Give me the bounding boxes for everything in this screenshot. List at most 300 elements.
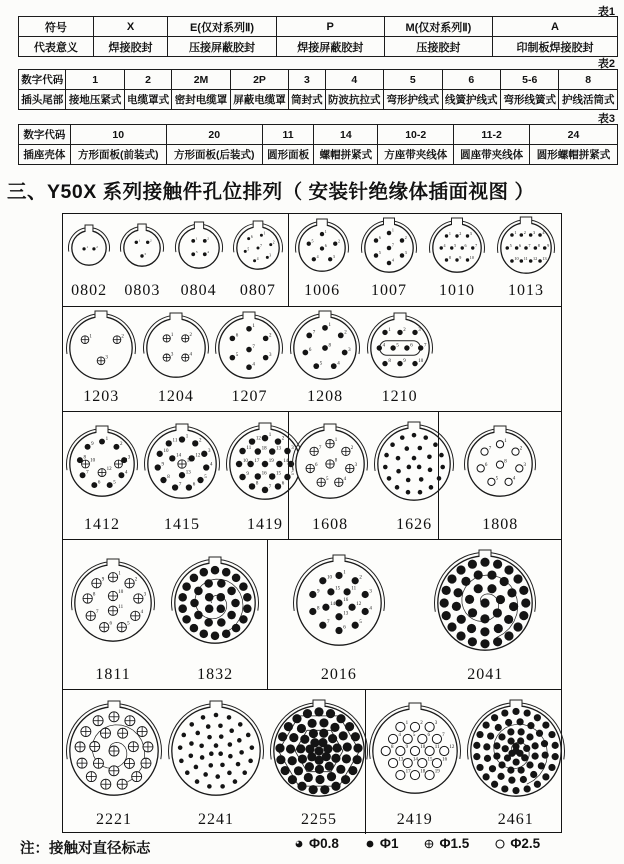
connector-label: 1013 <box>507 282 544 299</box>
svg-text:7: 7 <box>252 344 256 350</box>
svg-text:7: 7 <box>475 243 478 248</box>
table-cell: 1 <box>66 70 124 90</box>
svg-text:11: 11 <box>246 446 252 452</box>
svg-text:3: 3 <box>404 250 407 256</box>
connector-label: 2041 <box>467 666 504 683</box>
svg-text:16: 16 <box>343 597 349 603</box>
connector-face-wrap <box>287 307 363 386</box>
connector-face-icon <box>431 547 539 657</box>
connector-face-wrap <box>267 690 371 809</box>
connector-label: 1007 <box>371 282 408 299</box>
svg-text:2: 2 <box>350 445 354 451</box>
table-cell: 弯形线簧式 <box>500 90 558 110</box>
connector-face-wrap <box>426 214 488 280</box>
svg-text:1: 1 <box>343 570 346 576</box>
table-cell: 3 <box>289 70 325 90</box>
table-cell: 压接屏蔽胶封 <box>168 37 276 57</box>
svg-text:12: 12 <box>356 602 362 608</box>
connector-0804 <box>172 214 226 302</box>
svg-text:19: 19 <box>268 459 274 465</box>
table-cell: 螺帽拼紧式 <box>314 145 378 165</box>
svg-text:7: 7 <box>528 242 531 248</box>
table-cell: 10-2 <box>378 125 454 145</box>
svg-text:3: 3 <box>332 254 335 259</box>
connector-face-wrap <box>141 412 223 514</box>
connector-label: 1832 <box>197 666 234 683</box>
connector-face-wrap <box>165 690 267 809</box>
diagram-box <box>62 213 562 833</box>
svg-text:5: 5 <box>311 238 314 244</box>
svg-text:4: 4 <box>189 351 192 357</box>
connector-label: 1415 <box>164 516 200 533</box>
diagram-cell <box>267 540 561 689</box>
svg-text:4: 4 <box>443 243 446 248</box>
connector-face-wrap <box>494 214 558 280</box>
table-cell: 护线活筒式 <box>559 90 618 110</box>
diagram-row <box>63 214 561 306</box>
svg-text:2: 2 <box>189 332 192 338</box>
diagram-cell <box>63 690 365 834</box>
svg-text:8: 8 <box>255 481 259 487</box>
spec-table <box>18 124 618 165</box>
svg-text:9: 9 <box>547 242 550 248</box>
connector-face-wrap <box>168 540 262 664</box>
table-cell: 方形面板(后装式) <box>166 145 262 165</box>
connector-label: 1419 <box>247 516 283 533</box>
connector-face-wrap <box>289 412 371 514</box>
svg-text:5: 5 <box>326 476 329 482</box>
svg-text:11: 11 <box>118 605 124 610</box>
svg-text:3: 3 <box>105 355 109 360</box>
connector-1010 <box>426 214 488 302</box>
diagram-cell <box>438 412 561 539</box>
svg-text:5: 5 <box>495 476 499 482</box>
connector-1412 <box>63 412 141 536</box>
connector-1204 <box>140 307 212 408</box>
svg-text:1: 1 <box>118 571 121 577</box>
svg-text:6: 6 <box>518 242 522 248</box>
svg-text:6: 6 <box>250 234 253 239</box>
spec-table <box>18 16 618 57</box>
svg-text:5: 5 <box>236 352 239 358</box>
svg-text:6: 6 <box>236 333 239 339</box>
connector-1811 <box>68 540 158 686</box>
connector-face-icon <box>464 697 568 803</box>
table-cell: M(仅对系列Ⅱ) <box>384 17 492 37</box>
svg-text:9: 9 <box>161 462 164 468</box>
diagram-cell <box>365 690 561 834</box>
svg-text:2: 2 <box>519 446 523 452</box>
table-cell: 2P <box>230 70 288 90</box>
svg-text:1: 1 <box>252 323 256 329</box>
svg-text:14: 14 <box>176 453 182 459</box>
svg-text:1: 1 <box>387 327 391 333</box>
svg-text:11: 11 <box>123 458 128 464</box>
svg-text:9: 9 <box>316 589 320 595</box>
connector-face-icon <box>292 216 352 278</box>
svg-text:5: 5 <box>396 342 399 348</box>
svg-text:1: 1 <box>185 434 189 440</box>
svg-text:10: 10 <box>326 575 332 581</box>
svg-text:8: 8 <box>387 358 391 364</box>
connector-face-wrap <box>212 307 286 386</box>
connector-face-icon <box>168 554 262 650</box>
table-1-tag: 表1 <box>597 6 615 18</box>
table-cell: 数字代码 <box>19 125 71 145</box>
svg-text:2: 2 <box>281 436 285 442</box>
svg-text:8: 8 <box>167 475 170 481</box>
diagram-cell <box>63 540 267 689</box>
table-cell: 数字代码 <box>19 70 66 90</box>
table-cell: 印制板焊接胶封 <box>492 37 617 57</box>
svg-text:10: 10 <box>419 744 425 750</box>
svg-text:6: 6 <box>192 482 196 488</box>
note-label: 注：接触对直径标志 <box>20 841 151 857</box>
table-cell: 防波抗拉式 <box>325 90 383 110</box>
table-cell: 密封电缆罩 <box>172 90 230 110</box>
dot-0.8-icon <box>292 837 306 851</box>
svg-text:2: 2 <box>150 238 152 243</box>
svg-text:2: 2 <box>121 333 125 339</box>
svg-text:4: 4 <box>316 254 319 259</box>
svg-text:1: 1 <box>170 332 174 338</box>
table-cell: E(仅对系列Ⅱ) <box>168 17 276 37</box>
svg-text:5: 5 <box>204 475 207 481</box>
table-cell: 20 <box>166 125 262 145</box>
connector-face-icon <box>63 698 165 802</box>
svg-text:13: 13 <box>343 611 349 617</box>
svg-text:3: 3 <box>144 252 147 256</box>
svg-text:1: 1 <box>89 333 93 339</box>
svg-text:6: 6 <box>324 243 327 249</box>
svg-text:1: 1 <box>391 227 394 233</box>
svg-text:7: 7 <box>86 470 89 476</box>
svg-text:10: 10 <box>469 255 474 260</box>
svg-text:1: 1 <box>86 244 89 249</box>
table-cell: 11 <box>262 125 314 145</box>
svg-text:19: 19 <box>434 768 440 774</box>
table-2 <box>18 69 618 110</box>
diagram-row <box>63 306 561 411</box>
connector-face-icon <box>63 308 139 386</box>
svg-text:16: 16 <box>261 471 267 477</box>
diagram-cell <box>288 214 561 306</box>
table-cell: 4 <box>325 70 383 90</box>
svg-text:2: 2 <box>402 327 406 333</box>
svg-text:2: 2 <box>199 438 202 444</box>
table-cell: X <box>93 17 168 37</box>
svg-text:5: 5 <box>359 620 362 626</box>
svg-text:1: 1 <box>504 439 507 444</box>
svg-text:3: 3 <box>469 231 472 236</box>
connector-face-icon <box>141 421 223 505</box>
svg-text:3: 3 <box>354 463 358 468</box>
connector-face-icon <box>212 309 286 385</box>
svg-text:4: 4 <box>140 610 144 616</box>
spec-table <box>18 69 618 110</box>
svg-text:3: 3 <box>143 592 147 598</box>
svg-text:5: 5 <box>127 621 130 627</box>
table-cell: 24 <box>530 125 618 145</box>
diagram-row <box>63 689 561 834</box>
svg-text:4: 4 <box>542 229 545 235</box>
svg-text:15: 15 <box>427 756 433 762</box>
svg-text:6: 6 <box>485 463 488 469</box>
connector-face-wrap <box>364 307 436 386</box>
connector-face-icon <box>290 552 388 652</box>
svg-text:2: 2 <box>134 577 138 583</box>
connector-1832 <box>168 540 262 686</box>
connector-face-wrap <box>63 412 141 514</box>
legend-item <box>493 836 540 851</box>
connector-label: 0803 <box>124 282 161 299</box>
svg-text:6: 6 <box>378 235 381 241</box>
table-cell: 插头尾部 <box>19 90 66 110</box>
connector-2419 <box>366 690 464 831</box>
table-cell: 方形面板(前装式) <box>70 145 166 165</box>
svg-text:10: 10 <box>417 358 423 364</box>
connector-1006 <box>292 214 352 302</box>
svg-text:5: 5 <box>454 243 457 248</box>
table-1 <box>18 16 618 57</box>
connector-face-wrap <box>366 690 464 809</box>
connector-0807 <box>230 214 286 302</box>
connector-face-icon <box>364 310 436 384</box>
svg-text:6: 6 <box>109 621 113 627</box>
svg-text:1: 1 <box>138 238 141 243</box>
table-cell: 圆座带夹线体 <box>454 145 530 165</box>
connector-2016 <box>290 540 388 686</box>
table-cell: 焊接胶封 <box>93 37 168 57</box>
table-cell: 焊接屏蔽胶封 <box>276 37 384 57</box>
legend-item <box>363 836 399 851</box>
connector-face-icon <box>117 221 167 273</box>
svg-text:2: 2 <box>359 575 362 581</box>
connector-label: 1207 <box>231 388 268 405</box>
svg-text:6: 6 <box>427 732 430 738</box>
svg-text:15: 15 <box>334 586 340 592</box>
svg-text:5: 5 <box>412 732 416 738</box>
svg-text:7: 7 <box>423 342 427 348</box>
connector-face-icon <box>461 423 539 503</box>
connector-face-icon <box>267 697 371 803</box>
connector-1210 <box>364 307 436 408</box>
connector-1808 <box>461 412 539 536</box>
diagram-row <box>63 411 561 539</box>
svg-text:9: 9 <box>459 255 462 260</box>
connector-label: 0804 <box>180 282 217 299</box>
connector-face-icon <box>230 218 286 276</box>
connector-face-icon <box>140 310 212 384</box>
svg-text:3: 3 <box>195 250 198 255</box>
connector-label: 2016 <box>320 666 357 683</box>
svg-text:7: 7 <box>326 620 330 626</box>
table-cell: 圆形面板 <box>262 145 314 165</box>
table-cell: 方座带夹线体 <box>378 145 454 165</box>
table-3-tag: 表3 <box>597 113 615 125</box>
svg-text:4: 4 <box>398 732 401 738</box>
svg-text:1: 1 <box>514 229 517 235</box>
svg-text:10: 10 <box>242 459 248 465</box>
connector-label: 1626 <box>396 516 433 533</box>
dot-2.5-icon <box>493 837 507 851</box>
connector-1007 <box>358 214 420 302</box>
legend-item <box>422 836 469 851</box>
svg-text:2: 2 <box>419 720 423 726</box>
section-heading: 三、Y50X 系列接触件孔位排列（ 安装针绝缘体插面视图 ） <box>7 181 535 203</box>
svg-text:4: 4 <box>382 342 385 348</box>
svg-text:4: 4 <box>206 250 209 255</box>
svg-text:1: 1 <box>263 231 266 236</box>
svg-text:9: 9 <box>402 358 406 364</box>
diagram-row <box>63 539 561 689</box>
svg-text:8: 8 <box>537 242 540 248</box>
svg-text:13: 13 <box>542 255 547 261</box>
connector-face-icon <box>366 700 464 800</box>
svg-text:5: 5 <box>247 247 250 252</box>
svg-text:7: 7 <box>260 244 262 249</box>
table-cell: A <box>492 17 617 37</box>
svg-text:10: 10 <box>514 255 519 261</box>
connector-label: 2461 <box>497 811 534 828</box>
svg-text:2: 2 <box>338 238 341 244</box>
svg-text:2: 2 <box>459 231 462 236</box>
connector-face-icon <box>172 219 226 275</box>
svg-text:2: 2 <box>344 330 347 336</box>
connector-1415 <box>141 412 223 536</box>
connector-face-wrap <box>65 214 113 280</box>
table-cell: 压接胶封 <box>384 37 492 57</box>
svg-text:1: 1 <box>268 433 272 439</box>
dot-1.5-icon <box>422 837 436 851</box>
connector-label: 1010 <box>439 282 476 299</box>
connector-label: 1210 <box>381 388 418 405</box>
connector-label: 2241 <box>198 811 234 828</box>
svg-text:5: 5 <box>113 480 116 486</box>
svg-text:3: 3 <box>291 446 294 452</box>
svg-text:7: 7 <box>268 485 272 490</box>
dot-1-icon <box>363 837 377 851</box>
svg-text:8: 8 <box>83 455 86 461</box>
svg-text:5: 5 <box>319 360 323 366</box>
svg-text:4: 4 <box>256 256 259 261</box>
table-2-tag: 表2 <box>597 58 615 70</box>
connector-face-wrap <box>117 214 167 280</box>
table-cell: 符号 <box>19 17 94 37</box>
connector-0802 <box>65 214 113 302</box>
svg-text:9: 9 <box>405 744 408 750</box>
legend-label: Φ1 <box>379 836 399 851</box>
svg-text:7: 7 <box>312 330 316 336</box>
svg-text:11: 11 <box>523 255 528 261</box>
connector-label: 1608 <box>312 516 349 533</box>
connector-2461 <box>464 690 568 831</box>
svg-text:9: 9 <box>246 472 249 477</box>
svg-text:17: 17 <box>405 768 411 774</box>
diagram-cell <box>288 412 438 539</box>
svg-text:4: 4 <box>125 470 128 476</box>
diameter-legend <box>292 836 540 851</box>
connector-face-wrap <box>358 214 420 280</box>
svg-text:1: 1 <box>328 322 332 328</box>
svg-text:4: 4 <box>513 476 516 482</box>
svg-text:7: 7 <box>318 445 322 451</box>
connector-face-wrap <box>230 214 286 280</box>
svg-text:7: 7 <box>96 610 99 616</box>
connector-label: 2255 <box>301 811 337 828</box>
table-cell: 屏蔽电缆罩 <box>230 90 288 110</box>
svg-text:6: 6 <box>308 347 312 353</box>
svg-text:1: 1 <box>324 228 327 234</box>
svg-text:3: 3 <box>127 455 131 461</box>
connector-face-wrap <box>431 540 539 664</box>
svg-text:12: 12 <box>106 467 112 473</box>
svg-text:3: 3 <box>417 327 421 333</box>
table-cell: 接地压紧式 <box>66 90 124 110</box>
svg-text:6: 6 <box>97 480 101 486</box>
svg-text:1: 1 <box>448 231 451 236</box>
svg-text:12: 12 <box>195 453 201 459</box>
svg-text:3: 3 <box>208 448 211 454</box>
svg-text:11: 11 <box>434 744 440 750</box>
svg-text:1: 1 <box>195 236 198 241</box>
connector-label: 1412 <box>84 516 120 533</box>
svg-text:2: 2 <box>206 236 209 241</box>
diagram-cell <box>63 412 294 539</box>
svg-text:7: 7 <box>488 446 492 452</box>
legend-item <box>292 836 339 851</box>
svg-text:15: 15 <box>186 458 192 464</box>
connector-label: 1203 <box>83 388 120 405</box>
table-cell: 2 <box>124 70 171 90</box>
svg-text:4: 4 <box>337 360 340 366</box>
svg-text:7: 7 <box>391 242 394 248</box>
connector-face-wrap <box>464 690 568 809</box>
svg-text:14: 14 <box>329 602 335 608</box>
table-cell: P <box>276 17 384 37</box>
connector-1608 <box>289 412 371 536</box>
legend-label: Φ1.5 <box>439 836 470 851</box>
table-cell: 5 <box>384 70 442 90</box>
svg-text:8: 8 <box>504 459 507 465</box>
table-cell: 10 <box>70 125 166 145</box>
table-cell: 11-2 <box>454 125 530 145</box>
svg-text:14: 14 <box>283 459 289 465</box>
svg-text:7: 7 <box>441 732 445 738</box>
connector-2221 <box>63 690 165 831</box>
svg-text:2: 2 <box>120 442 123 447</box>
table-cell: 圆形螺帽拼紧式 <box>530 145 618 165</box>
connector-label: 2221 <box>96 811 132 828</box>
svg-text:4: 4 <box>210 462 213 468</box>
connector-face-icon <box>165 698 267 802</box>
svg-text:3: 3 <box>532 229 536 235</box>
connector-face-icon <box>63 423 141 503</box>
svg-text:8: 8 <box>334 458 338 464</box>
connector-face-wrap <box>172 214 226 280</box>
table-cell: 8 <box>559 70 618 90</box>
svg-text:3: 3 <box>269 253 272 258</box>
svg-text:2: 2 <box>404 235 407 241</box>
svg-text:4: 4 <box>343 476 347 482</box>
svg-text:18: 18 <box>261 446 267 452</box>
table-cell: 电缆罩式 <box>124 90 171 110</box>
connector-face-icon <box>494 214 558 280</box>
table-cell: 弯形护线式 <box>384 90 442 110</box>
diagram-cell <box>63 307 561 411</box>
connector-face-icon <box>287 308 363 386</box>
svg-text:8: 8 <box>448 255 451 260</box>
